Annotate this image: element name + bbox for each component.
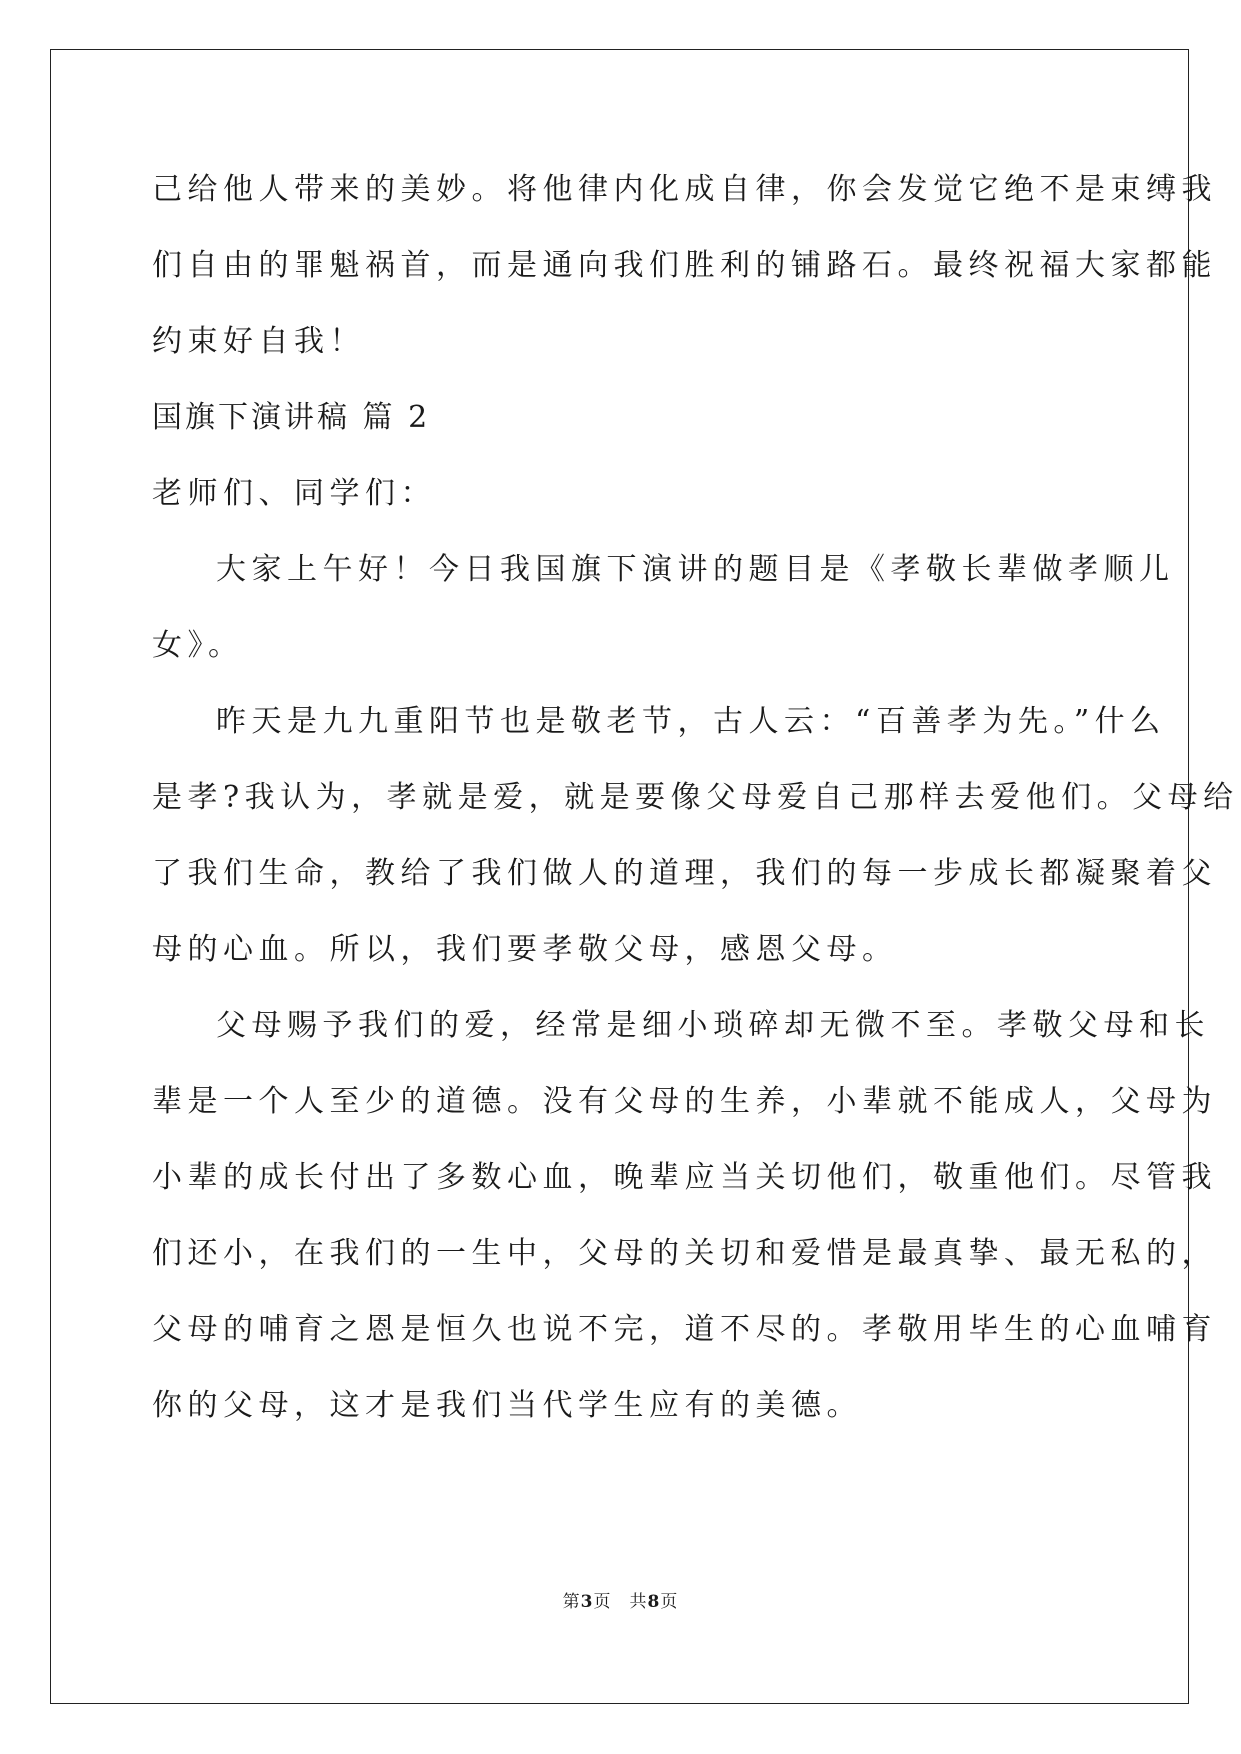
total-suffix: 页 [660,1592,679,1612]
document-body [152,160,1239,1452]
page-suffix: 页 [593,1592,612,1612]
body-line: 了我们生命，教给了我们做人的道理，我们的每一步成长都凝聚着父 [152,856,1217,891]
body-line: 们还小，在我们的一生中，父母的关切和爱惜是最真挚、最无私的， [152,1236,1217,1271]
paragraph-start: 父母赐予我们的爱，经常是细小琐碎却无微不至。孝敬父母和长 [216,1008,1210,1043]
body-line: 约束好自我！ [152,324,365,359]
section-heading: 国旗下演讲稿 篇 2 [152,400,431,435]
salutation: 老师们、同学们： [152,476,436,511]
page-prefix: 第 [562,1592,581,1612]
body-line: 父母的哺育之恩是恒久也说不完，道不尽的。孝敬用毕生的心血哺育 [152,1312,1217,1347]
total-pages: 8 [647,1592,661,1612]
body-line: 是孝?我认为，孝就是爱，就是要像父母爱自己那样去爱他们。父母给 [152,780,1239,815]
body-line: 女》。 [152,628,244,663]
paragraph-start: 大家上午好！今日我国旗下演讲的题目是《孝敬长辈做孝顺儿 [216,552,1175,587]
body-line: 己给他人带来的美妙。将他律内化成自律，你会发觉它绝不是束缚我 [152,172,1217,207]
body-line: 辈是一个人至少的道德。没有父母的生养，小辈就不能成人，父母为 [152,1084,1217,1119]
page-footer [0,1590,1241,1614]
page-number: 3 [580,1592,594,1612]
body-line: 母的心血。所以，我们要孝敬父母，感恩父母。 [152,932,898,967]
paragraph-start: 昨天是九九重阳节也是敬老节，古人云：“百善孝为先。”什么 [216,704,1166,739]
body-line: 们自由的罪魁祸首，而是通向我们胜利的铺路石。最终祝福大家都能 [152,248,1217,283]
total-prefix: 共 [629,1592,648,1612]
body-line: 你的父母，这才是我们当代学生应有的美德。 [152,1388,862,1423]
body-line: 小辈的成长付出了多数心血，晚辈应当关切他们，敬重他们。尽管我 [152,1160,1217,1195]
